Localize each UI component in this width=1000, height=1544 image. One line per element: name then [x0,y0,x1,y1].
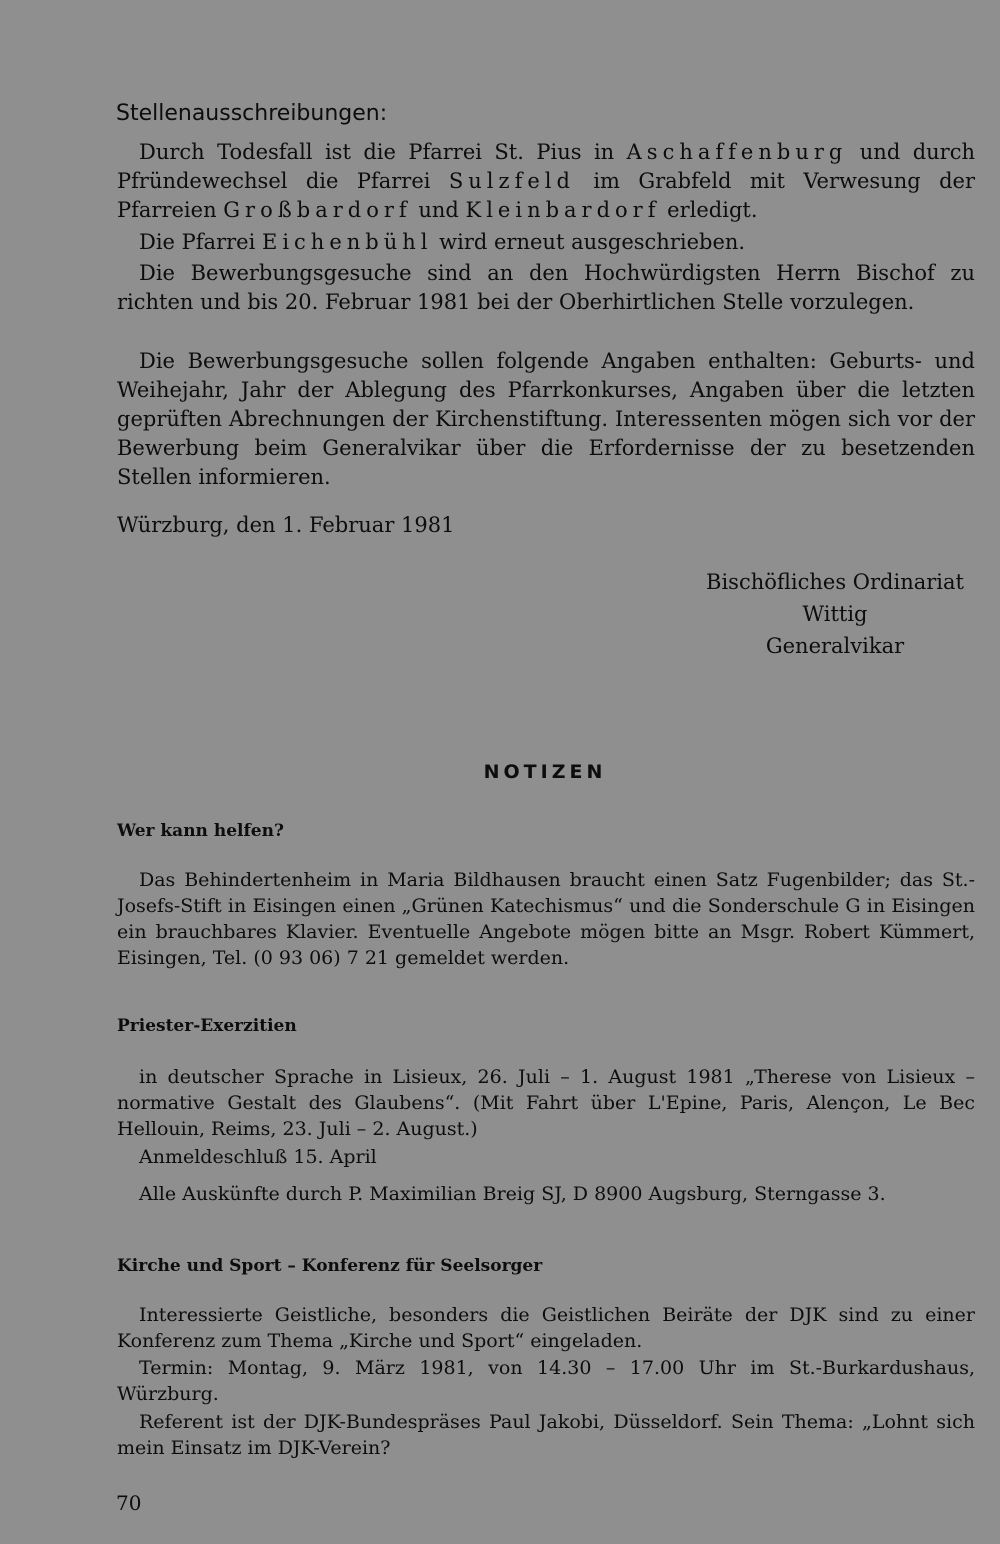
text-run: und [411,198,466,222]
paragraph-vacancies [117,138,975,225]
place-name: Sulzfeld [448,169,575,193]
place-name: Eichenbühl [261,230,433,254]
text-run: wird erneut ausgeschrieben. [432,230,746,254]
item-text-anmeldeschluss: Anmeldeschluß 15. April [139,1146,377,1168]
item-text-invitation: Interessierte Geistliche, besonders die Geistlichen Beiräte der DJK sind zu einer Konferenz zum Thema „Kirche und Sport“ eingeladen. [117,1304,975,1352]
item-text-referent: Referent ist der DJK-Bundespräses Paul Jakobi, Düsseldorf. Sein Thema: „Lohnt sich mein Einsatz im DJK-Verein? [117,1411,975,1459]
place-name: Kleinbardorf [465,198,661,222]
text-run: im Grabfeld mit Verwesung der Pfarreien [117,169,975,222]
text-run: erledigt. [660,198,758,222]
item-heading-wer-kann-helfen: Wer kann helfen? [117,821,284,841]
place-name: Aschaffenburg [626,140,848,164]
paragraph-application-deadline: Die Bewerbungsgesuche sind an den Hochwürdigsten Herrn Bischof zu richten und bis 20. Februar 1981 bei der Oberhirtlichen Stelle vorzulegen. [117,261,975,314]
paragraph-readvertised [117,228,975,257]
signature-title: Generalvikar [765,634,905,658]
item-text-wer-kann-helfen: Das Behindertenheim in Maria Bildhausen braucht einen Satz Fugenbilder; das St.-Josefs-Stift in Eisingen einen „Grünen Katechismus“ und die Sonderschule G in Eisingen ein brauchbares Klavier. Eventuelle Angebote mögen bitte an Msgr. Robert Kümmert, Eisingen, Tel. (0 93 06) 7 21 gemeldet werden. [117,869,975,969]
text-run: Durch Todesfall ist die Pfarrei St. Pius in [139,140,627,164]
text-run: und durch Pfründewechsel die Pfarrei [117,140,975,193]
signature-block [690,566,980,662]
signature-name: Wittig [802,602,868,626]
notizen-title: NOTIZEN [483,761,607,783]
page-number: 70 [116,1491,142,1515]
item-heading-priester-exerzitien: Priester-Exerzitien [117,1016,297,1036]
signature-office: Bischöfliches Ordinariat [706,570,964,594]
item-text-auskuenfte: Alle Auskünfte durch P. Maximilian Breig SJ, D 8900 Augsburg, Sterngasse 3. [139,1183,886,1205]
item-heading-kirche-und-sport: Kirche und Sport – Konferenz für Seelsorger [117,1256,543,1276]
place-name: Großbardorf [223,198,412,222]
text-run: Die Pfarrei [139,230,262,254]
paragraph-application-contents: Die Bewerbungsgesuche sollen folgende Angaben enthalten: Geburts- und Weihejahr, Jahr der Ablegung des Pfarrkonkurses, Angaben über die letzten geprüften Abrechnungen der Kirchenstiftung. Interessenten mögen sich vor der Bewerbung beim Generalvikar über die Erfordernisse der zu besetzenden Stellen informieren. [117,349,975,489]
dateline: Würzburg, den 1. Februar 1981 [117,513,455,537]
section-heading: Stellenausschreibungen: [116,101,388,126]
item-text-termin: Termin: Montag, 9. März 1981, von 14.30 – 17.00 Uhr im St.-Burkardushaus, Würzburg. [117,1357,975,1405]
item-text-exerzitien-details: in deutscher Sprache in Lisieux, 26. Juli – 1. August 1981 „Therese von Lisieux – normative Gestalt des Glaubens“. (Mit Fahrt über L'Epine, Paris, Alençon, Le Bec Hellouin, Reims, 23. Juli – 2. August.) [117,1066,975,1140]
